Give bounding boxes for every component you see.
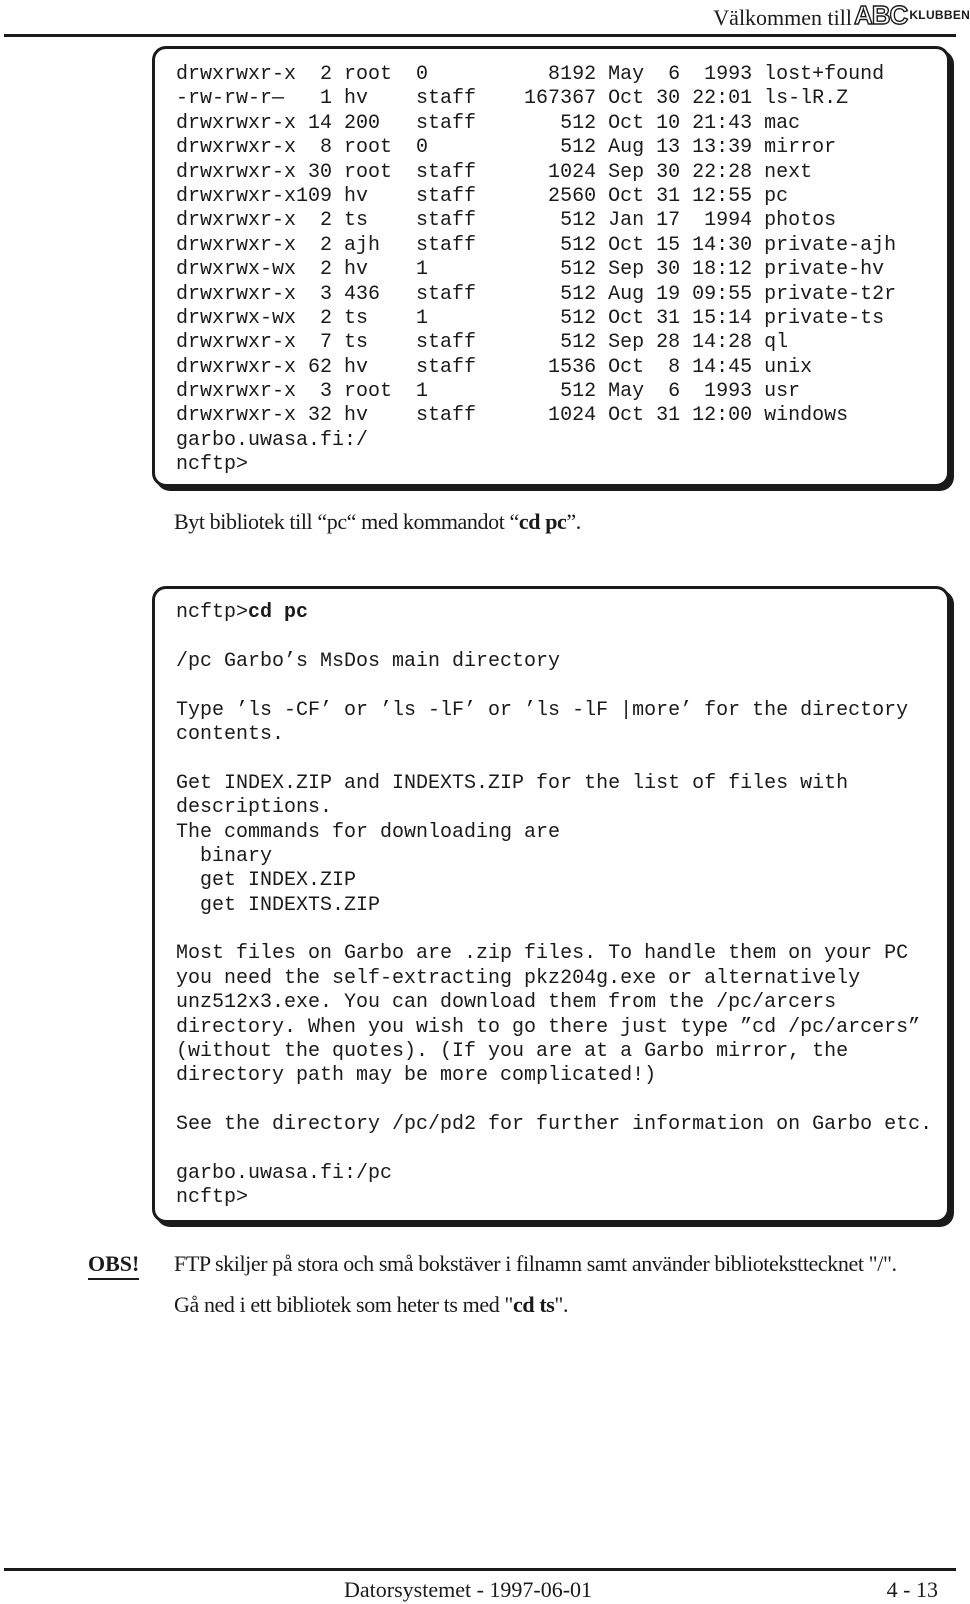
session-command: cd pc — [248, 601, 309, 624]
session-line: See the directory /pc/pd2 for further information on Garbo etc. — [176, 1113, 933, 1137]
session-line: you need the self-extracting pkz204g.exe or alternatively — [176, 966, 861, 990]
listing-line: drwxrwx-wx 2 ts 1 512 Oct 31 15:14 private-ts — [176, 306, 885, 330]
ftp-session-output — [176, 601, 932, 1211]
listing-line: drwxrwxr-x 14 200 staff 512 Oct 10 21:43 mac — [176, 111, 801, 135]
session-line — [176, 625, 932, 649]
listing-line: drwxrwxr-x 2 ajh staff 512 Oct 15 14:30 private-ajh — [176, 233, 897, 257]
session-line: garbo.uwasa.fi:/pc — [176, 1161, 393, 1185]
instruction-cd-ts — [174, 1291, 568, 1319]
header-title: Välkommen till — [713, 5, 852, 30]
listing-line: ncftp> — [176, 453, 249, 477]
session-line — [176, 747, 932, 771]
directory-listing — [176, 63, 896, 478]
session-line — [176, 918, 932, 942]
session-line: contents. — [176, 722, 285, 746]
listing-line: -rw-rw-r— 1 hv staff 167367 Oct 30 22:01 ls-lR.Z — [176, 87, 849, 111]
session-line: descriptions. — [176, 796, 333, 820]
logo-abc-text: ABC — [854, 0, 908, 30]
listing-line: drwxrwxr-x109 hv staff 2560 Oct 31 12:55 pc — [176, 184, 789, 208]
session-prompt: ncftp> — [176, 601, 249, 624]
listing-line: drwxrwxr-x 8 root 0 512 Aug 13 13:39 mirror — [176, 136, 837, 160]
session-line: Get INDEX.ZIP and INDEXTS.ZIP for the list of files with — [176, 771, 849, 795]
abc-klubben-logo — [854, 0, 970, 30]
instruction-cd-pc — [174, 508, 581, 536]
obs-label: OBS! — [88, 1250, 139, 1280]
instruction-cd-pc-after: ”. — [566, 509, 581, 534]
session-line: unz512x3.exe. You can download them from the /pc/arcers — [176, 991, 837, 1015]
logo-klubben-text: KLUBBEN — [909, 8, 970, 22]
listing-line: drwxrwxr-x 2 ts staff 512 Jan 17 1994 photos — [176, 209, 837, 233]
session-command-line — [176, 601, 932, 625]
session-line: (without the quotes). (If you are at a Garbo mirror, the — [176, 1040, 849, 1064]
listing-line: drwxrwxr-x 3 436 staff 512 Aug 19 09:55 private-t2r — [176, 282, 897, 306]
footer-rule — [4, 1568, 956, 1571]
listing-line: drwxrwxr-x 30 root staff 1024 Sep 30 22:28 next — [176, 160, 813, 184]
listing-line: drwxrwxr-x 32 hv staff 1024 Oct 31 12:00 windows — [176, 404, 849, 428]
session-line — [176, 1089, 932, 1113]
session-line: ncftp> — [176, 1186, 249, 1210]
listing-line: drwxrwxr-x 2 root 0 8192 May 6 1993 lost+found — [176, 63, 885, 86]
instruction-cd-ts-before: Gå ned i ett bibliotek som heter ts med " — [174, 1292, 514, 1317]
session-line: binary — [176, 844, 273, 868]
listing-line: drwxrwxr-x 7 ts staff 512 Sep 28 14:28 ql — [176, 331, 789, 355]
session-line: /pc Garbo’s MsDos main directory — [176, 649, 561, 673]
listing-line: drwxrwxr-x 3 root 1 512 May 6 1993 usr — [176, 380, 801, 404]
header-rule — [4, 34, 956, 37]
session-line: Type ’ls -CF’ or ’ls -lF’ or ’ls -lF |more’ for the directory — [176, 698, 909, 722]
listing-line: garbo.uwasa.fi:/ — [176, 428, 369, 452]
session-line — [176, 1138, 932, 1162]
instruction-cd-ts-command: cd ts — [513, 1292, 555, 1317]
listing-line: drwxrwxr-x 62 hv staff 1536 Oct 8 14:45 unix — [176, 355, 813, 379]
session-line: get INDEX.ZIP — [176, 869, 357, 893]
session-line: The commands for downloading are — [176, 820, 561, 844]
instruction-cd-pc-before: Byt bibliotek till “pc“ med kommandot “ — [174, 509, 519, 534]
instruction-cd-ts-after: ". — [554, 1292, 569, 1317]
session-line — [176, 674, 932, 698]
session-line: Most files on Garbo are .zip files. To handle them on your PC — [176, 942, 909, 966]
session-line: get INDEXTS.ZIP — [176, 893, 381, 917]
session-line: directory. When you wish to go there just type ”cd /pc/arcers” — [176, 1015, 921, 1039]
page-number: 4 - 13 — [886, 1577, 938, 1602]
listing-line: drwxrwx-wx 2 hv 1 512 Sep 30 18:12 private-hv — [176, 258, 885, 282]
obs-note: FTP skiljer på stora och små bokstäver i filnamn samt använder biblioteksttecknet "/". — [174, 1251, 897, 1276]
footer-title: Datorsystemet - 1997-06-01 — [344, 1577, 593, 1602]
session-line: directory path may be more complicated!) — [176, 1064, 657, 1088]
instruction-cd-pc-command: cd pc — [518, 509, 567, 534]
